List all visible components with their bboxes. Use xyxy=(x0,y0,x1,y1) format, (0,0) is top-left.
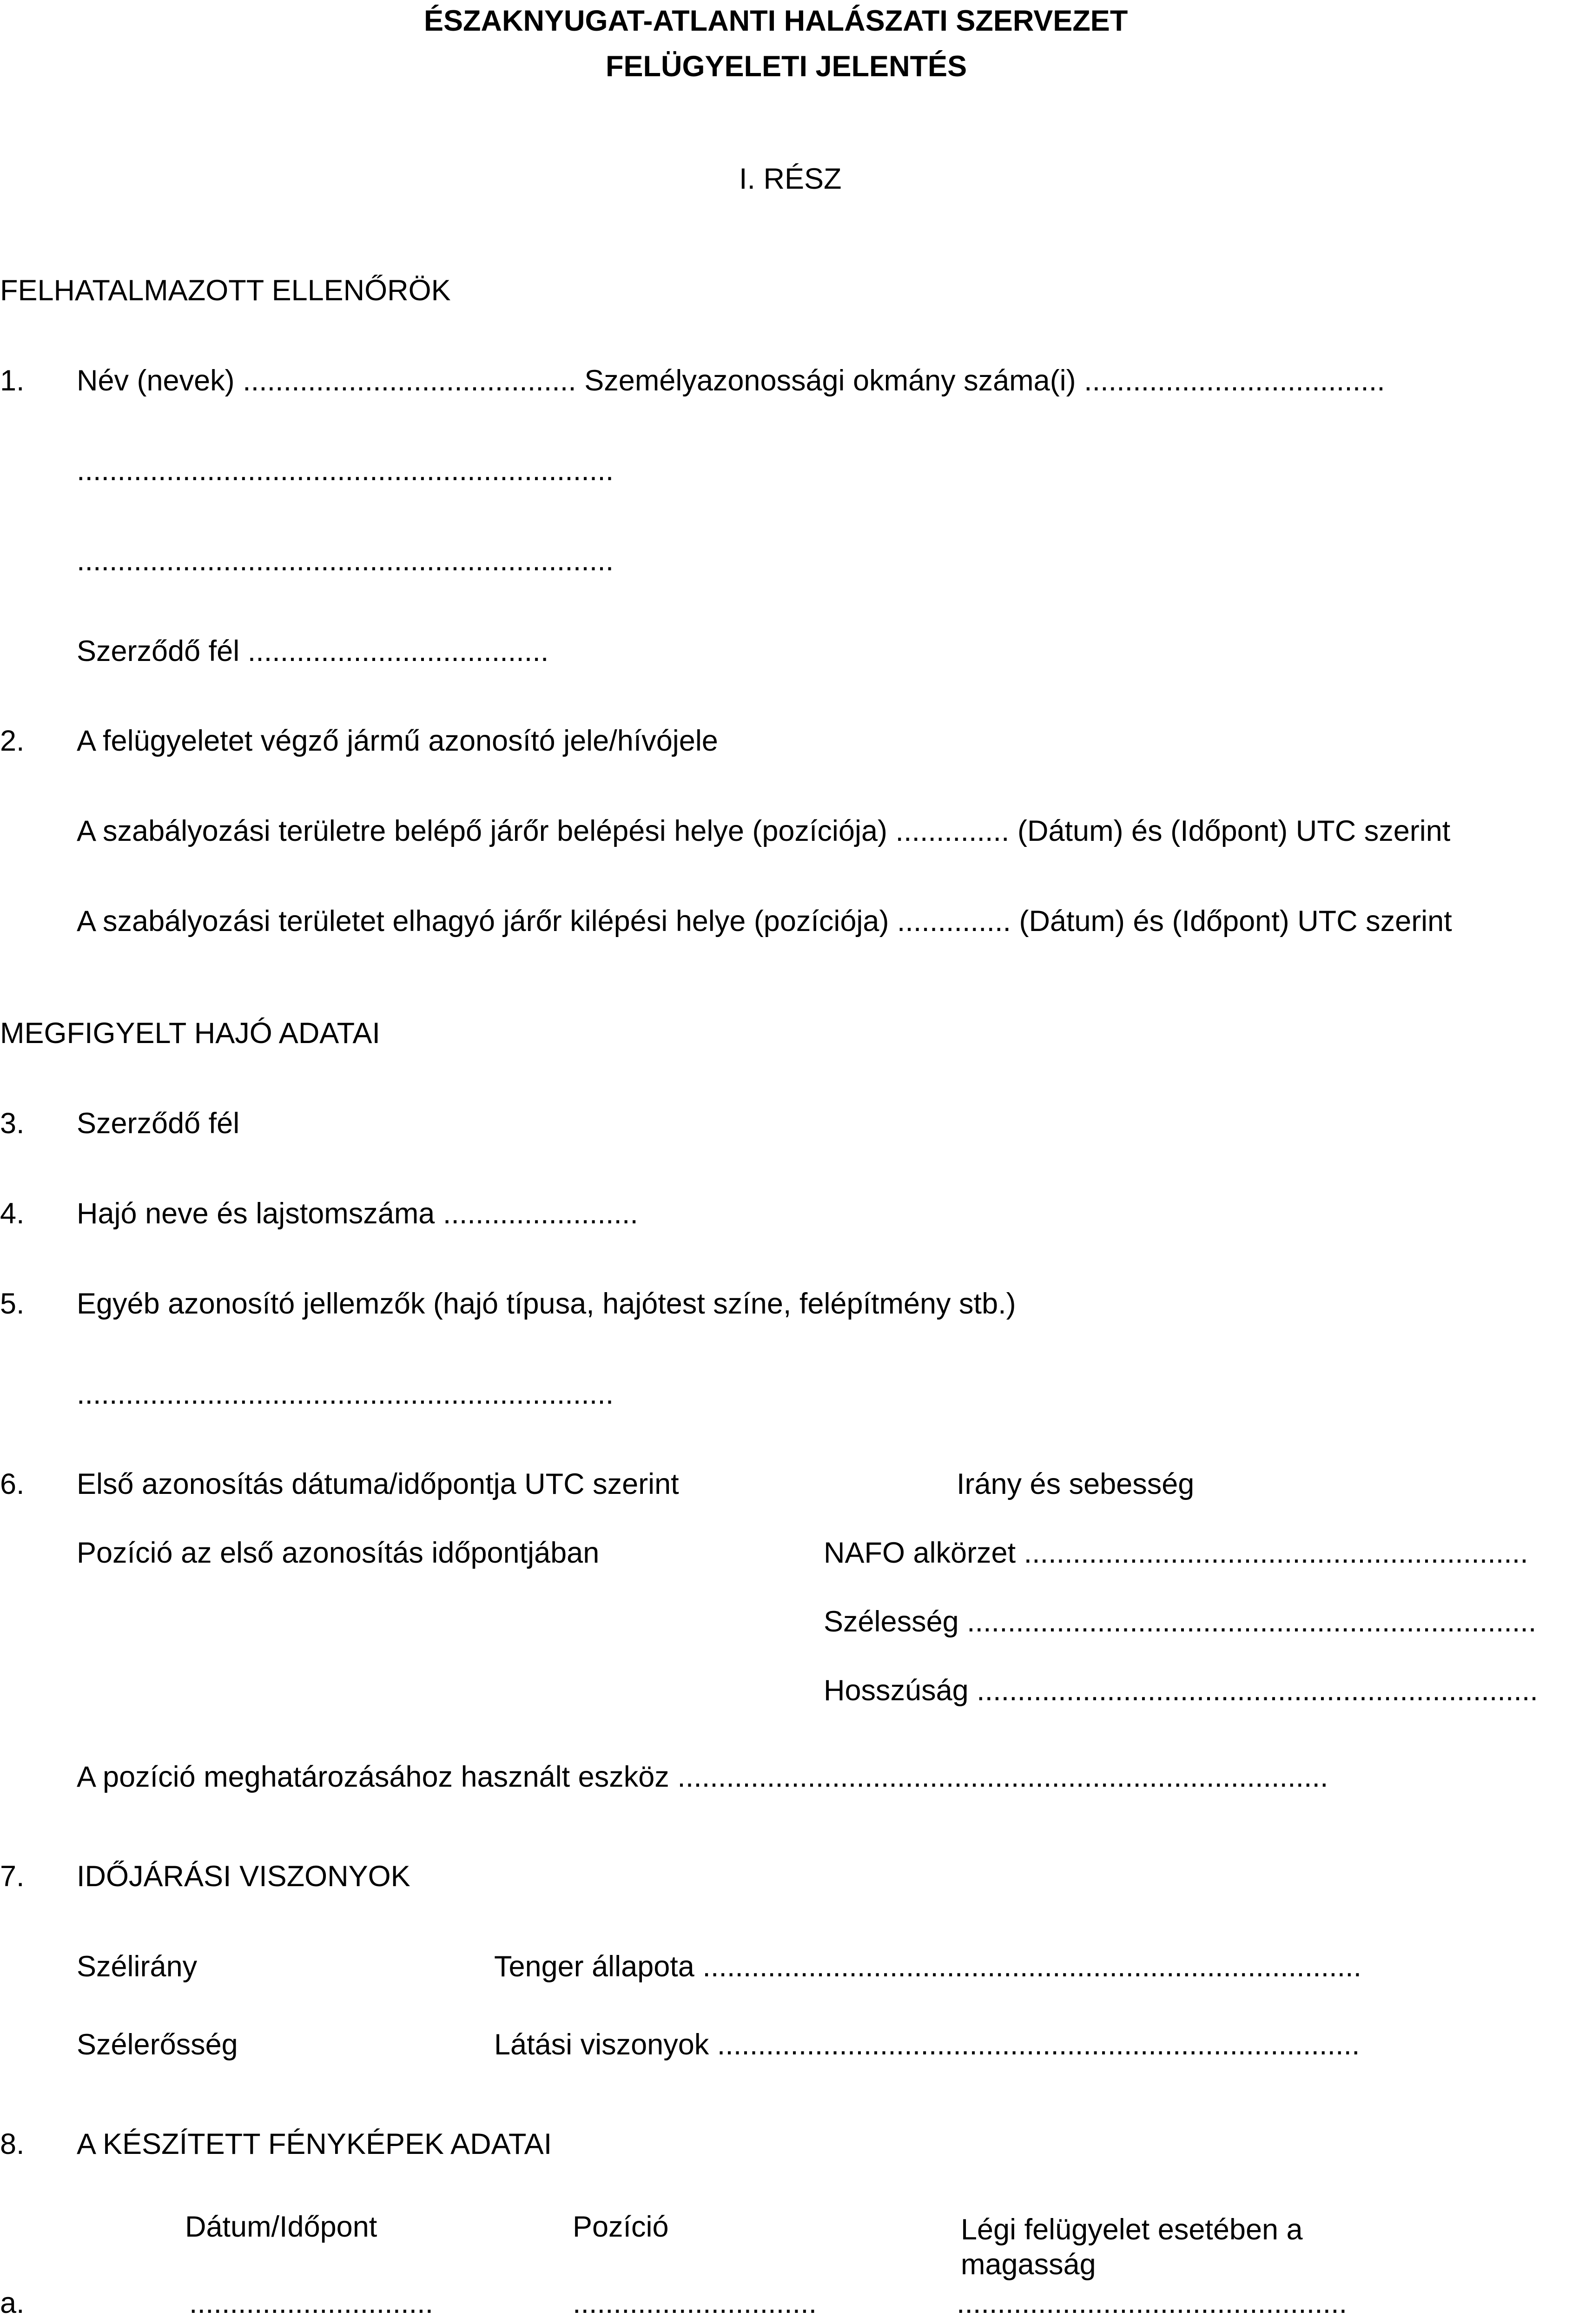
item-8-number: 8. xyxy=(0,2128,25,2160)
item-7-wind-dir-label: Szélirány xyxy=(77,1950,198,1983)
photo-row-a-position[interactable]: .............................. xyxy=(573,2287,817,2319)
item-5-number: 5. xyxy=(0,1287,25,1320)
item-6-longitude-field[interactable]: Hosszúság ..................................................................... xyxy=(824,1674,1538,1707)
item-6-device-field[interactable]: A pozíció meghatározásához használt eszköz ................................................................................ xyxy=(77,1761,1328,1793)
item-4-vessel-name-field[interactable]: Hajó neve és lajstomszáma ........................ xyxy=(77,1197,638,1230)
section-vessel: MEGFIGYELT HAJÓ ADATAI xyxy=(0,1017,380,1050)
item-2-exit-field[interactable]: A szabályozási területet elhagyó járőr kilépési helye (pozíciója) .............. (Dátum) és (Időpont) UTC szerint xyxy=(77,905,1452,938)
item-2-entry-field[interactable]: A szabályozási területre belépő járőr belépési helye (pozíciója) .............. (Dátum) és (Időpont) UTC szerint xyxy=(77,815,1451,847)
item-2-number: 2. xyxy=(0,725,25,757)
photo-row-a-label: a. xyxy=(0,2287,25,2319)
photo-col-datetime: Dátum/Időpont xyxy=(185,2211,377,2243)
item-3-label: Szerződő fél xyxy=(77,1107,240,1140)
item-6-nafo-field[interactable]: NAFO alkörzet .............................................................. xyxy=(824,1537,1528,1569)
item-7-number: 7. xyxy=(0,1860,25,1893)
report-title: FELÜGYELETI JELENTÉS xyxy=(606,50,967,83)
item-6-position-label: Pozíció az első azonosítás időpontjában xyxy=(77,1537,600,1569)
item-6-number: 6. xyxy=(0,1468,25,1500)
item-5-label: Egyéb azonosító jellemzők (hajó típusa, hajótest színe, felépítmény stb.) xyxy=(77,1287,1016,1320)
photo-row-a-altitude[interactable]: ................................................ xyxy=(957,2287,1348,2319)
item-2-label: A felügyeletet végző jármű azonosító jele/hívójele xyxy=(77,725,718,757)
item-7-title: IDŐJÁRÁSI VISZONYOK xyxy=(77,1860,410,1893)
item-1-cont-line-1[interactable]: .................................................................. xyxy=(77,454,614,487)
section-inspectors: FELHATALMAZOTT ELLENŐRÖK xyxy=(0,274,451,307)
item-6-first-id-label: Első azonosítás dátuma/időpontja UTC szerint xyxy=(77,1468,679,1500)
photo-row-a-datetime[interactable]: .............................. xyxy=(189,2287,434,2319)
item-3-number: 3. xyxy=(0,1107,25,1140)
item-7-visibility-field[interactable]: Látási viszonyok ............................................................................... xyxy=(494,2028,1360,2061)
item-1-cont-line-2[interactable]: .................................................................. xyxy=(77,544,614,577)
item-8-title: A KÉSZÍTETT FÉNYKÉPEK ADATAI xyxy=(77,2128,552,2160)
item-1-names-field[interactable]: Név (nevek) ......................................... Személyazonossági okmány száma(i) ..................................... xyxy=(77,364,1385,397)
item-7-sea-field[interactable]: Tenger állapota ................................................................................. xyxy=(494,1950,1362,1983)
item-6-heading-label: Irány és sebesség xyxy=(957,1468,1195,1500)
item-6-latitude-field[interactable]: Szélesség ...................................................................... xyxy=(824,1605,1537,1638)
item-1-party-field[interactable]: Szerződő fél ..................................... xyxy=(77,635,549,667)
item-1-number: 1. xyxy=(0,364,25,397)
org-title: ÉSZAKNYUGAT-ATLANTI HALÁSZATI SZERVEZET xyxy=(424,5,1128,37)
photo-col-altitude: Légi felügyelet esetében a magasság xyxy=(961,2213,1303,2281)
part-title: I. RÉSZ xyxy=(739,163,842,195)
photo-col-position: Pozíció xyxy=(573,2211,669,2243)
item-7-wind-force-label: Szélerősség xyxy=(77,2028,238,2061)
item-4-number: 4. xyxy=(0,1197,25,1230)
item-5-cont-field[interactable]: .................................................................. xyxy=(77,1378,614,1410)
